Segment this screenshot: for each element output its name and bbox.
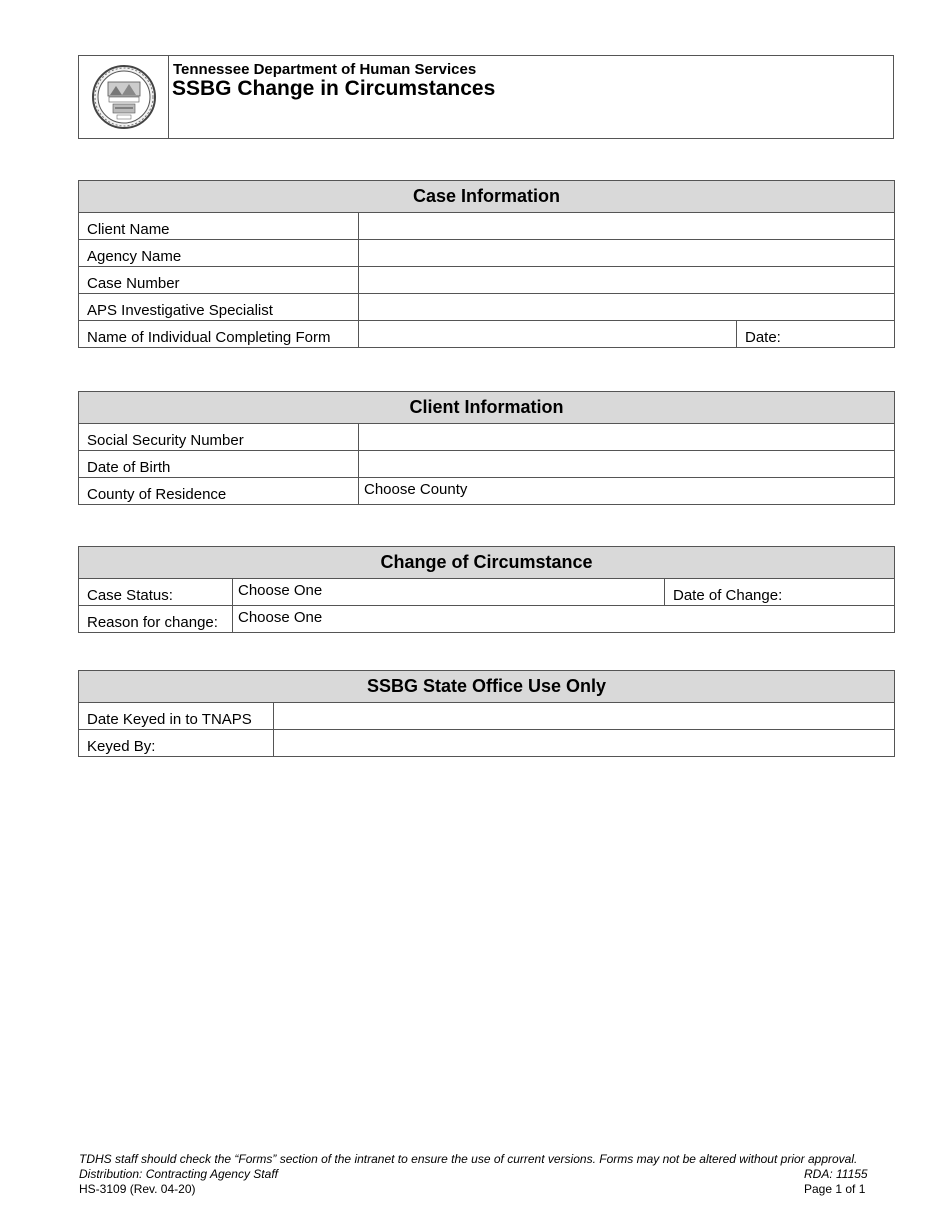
- dob-field[interactable]: [359, 451, 895, 478]
- county-label: County of Residence: [79, 478, 359, 505]
- state-office-table: [78, 670, 895, 757]
- date-keyed-field[interactable]: [274, 703, 895, 730]
- footer-page-number: Page 1 of 1: [804, 1182, 866, 1196]
- case-number-field[interactable]: [359, 267, 895, 294]
- client-information-table: [78, 391, 895, 505]
- keyed-by-label: Keyed By:: [79, 730, 274, 757]
- aps-specialist-label: APS Investigative Specialist: [79, 294, 359, 321]
- aps-specialist-field[interactable]: [359, 294, 895, 321]
- client-name-field[interactable]: [359, 213, 895, 240]
- county-select[interactable]: Choose County: [359, 478, 895, 505]
- case-status-select[interactable]: Choose One: [233, 579, 665, 606]
- footer-notice: TDHS staff should check the “Forms” section of the intranet to ensure the use of current versions. Forms may not be altered without prior approval.: [79, 1152, 858, 1166]
- date-of-change-field[interactable]: Date of Change:: [665, 579, 895, 606]
- seal-cell: [79, 56, 169, 138]
- client-information-heading: Client Information: [79, 392, 895, 424]
- case-status-label: Case Status:: [79, 579, 233, 606]
- ssn-field[interactable]: [359, 424, 895, 451]
- state-seal-icon: [91, 64, 157, 130]
- completing-individual-label: Name of Individual Completing Form: [79, 321, 359, 348]
- department-name: Tennessee Department of Human Services: [173, 61, 477, 78]
- reason-label: Reason for change:: [79, 606, 233, 633]
- change-of-circumstance-heading: Change of Circumstance: [79, 547, 895, 579]
- change-of-circumstance-table: [78, 546, 895, 633]
- ssn-label: Social Security Number: [79, 424, 359, 451]
- keyed-by-field[interactable]: [274, 730, 895, 757]
- footer-form-number: HS-3109 (Rev. 04-20): [79, 1182, 196, 1196]
- form-header: [78, 55, 894, 139]
- case-information-table: [78, 180, 895, 348]
- state-office-heading: SSBG State Office Use Only: [79, 671, 895, 703]
- footer-rda: RDA: 11155: [804, 1167, 868, 1181]
- case-number-label: Case Number: [79, 267, 359, 294]
- form-title: SSBG Change in Circumstances: [172, 77, 496, 100]
- client-name-label: Client Name: [79, 213, 359, 240]
- dob-label: Date of Birth: [79, 451, 359, 478]
- agency-name-field[interactable]: [359, 240, 895, 267]
- date-keyed-label: Date Keyed in to TNAPS: [79, 703, 274, 730]
- completing-individual-field[interactable]: [359, 321, 737, 348]
- footer-distribution: Distribution: Contracting Agency Staff: [79, 1167, 278, 1181]
- reason-select[interactable]: Choose One: [233, 606, 895, 633]
- case-information-heading: Case Information: [79, 181, 895, 213]
- completion-date-field[interactable]: Date:: [737, 321, 895, 348]
- agency-name-label: Agency Name: [79, 240, 359, 267]
